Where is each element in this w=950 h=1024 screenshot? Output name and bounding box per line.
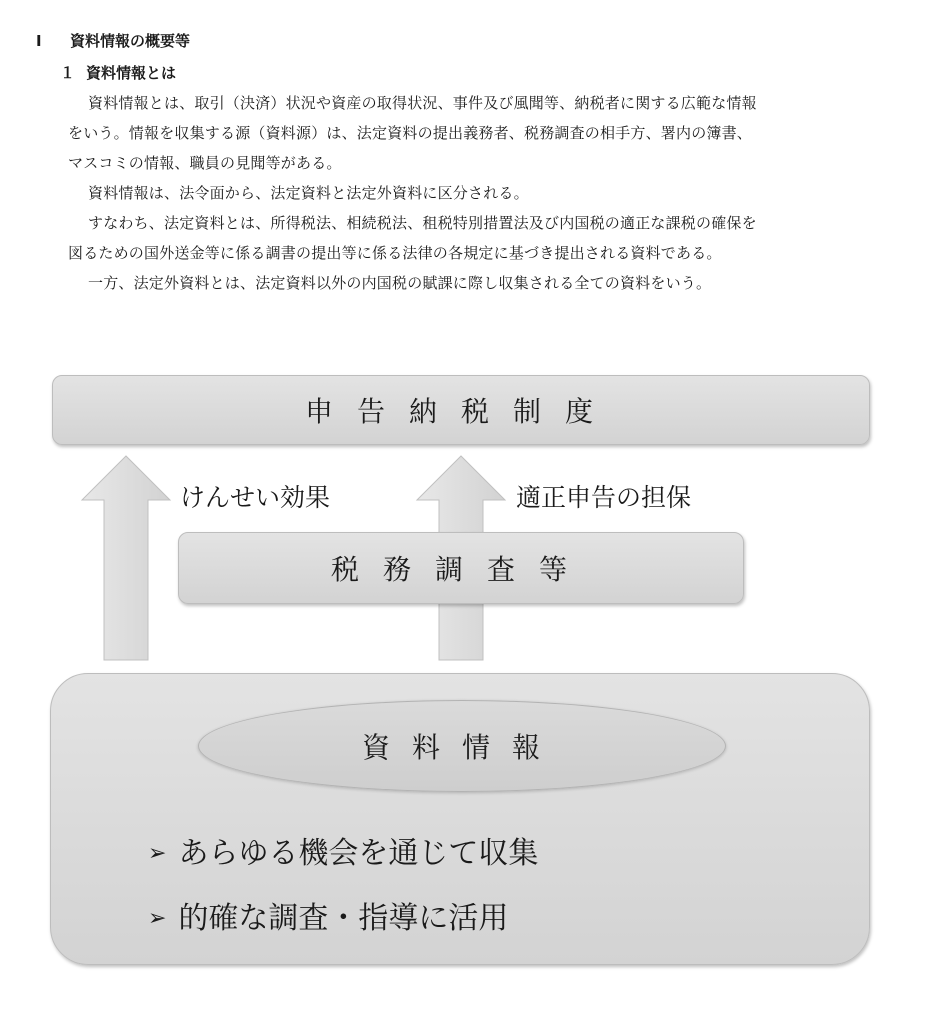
tax-investigation-band — [178, 532, 744, 604]
subsection-title: 資料情報とは — [86, 64, 177, 82]
paragraph-line: すなわち、法定資料とは、所得税法、相続税法、租税特別措置法及び内国税の適正な課税の確保を — [88, 214, 757, 232]
bullet-item — [148, 828, 538, 872]
section-number: Ⅰ — [36, 32, 42, 50]
self-assessment-system-band — [52, 375, 870, 445]
bullet-arrow-icon: ➢ — [148, 906, 167, 931]
paragraph-non-statutory: 一方、法定外資料とは、法定資料以外の内国税の賦課に際し収集される全ての資料をいう。 — [88, 274, 712, 292]
material-information-ellipse — [198, 700, 726, 792]
paragraph-line: をいう。情報を収集する源（資料源）は、法定資料の提出義務者、税務調査の相手方、署内の簿書、 — [68, 124, 753, 142]
band-label: 申告納税制度 — [304, 395, 617, 428]
ellipse-label: 資料情報 — [361, 731, 562, 764]
proper-filing-guarantee-label: 適正申告の担保 — [516, 483, 692, 512]
bullet-item — [148, 893, 508, 937]
band-label: 税務調査等 — [330, 553, 591, 586]
bullet-text: あらゆる機会を通じて収集 — [178, 836, 539, 871]
left-up-arrow — [82, 456, 170, 660]
deterrent-effect-label: けんせい効果 — [180, 483, 331, 512]
paragraph-line: 図るための国外送金等に係る調書の提出等に係る法律の各規定に基づき提出される資料である。 — [68, 244, 722, 262]
bullet-arrow-icon: ➢ — [148, 841, 167, 866]
subsection-number: １ — [60, 64, 76, 82]
bullet-text: 的確な調査・指導に活用 — [178, 901, 509, 936]
paragraph-line: 資料情報とは、取引（決済）状況や資産の取得状況、事件及び風聞等、納税者に関する広範な情報 — [88, 94, 757, 112]
paragraph-classification: 資料情報は、法令面から、法定資料と法定外資料に区分される。 — [88, 184, 529, 202]
paragraph-line: マスコミの情報、職員の見聞等がある。 — [68, 154, 342, 172]
section-title: 資料情報の概要等 — [70, 32, 191, 50]
